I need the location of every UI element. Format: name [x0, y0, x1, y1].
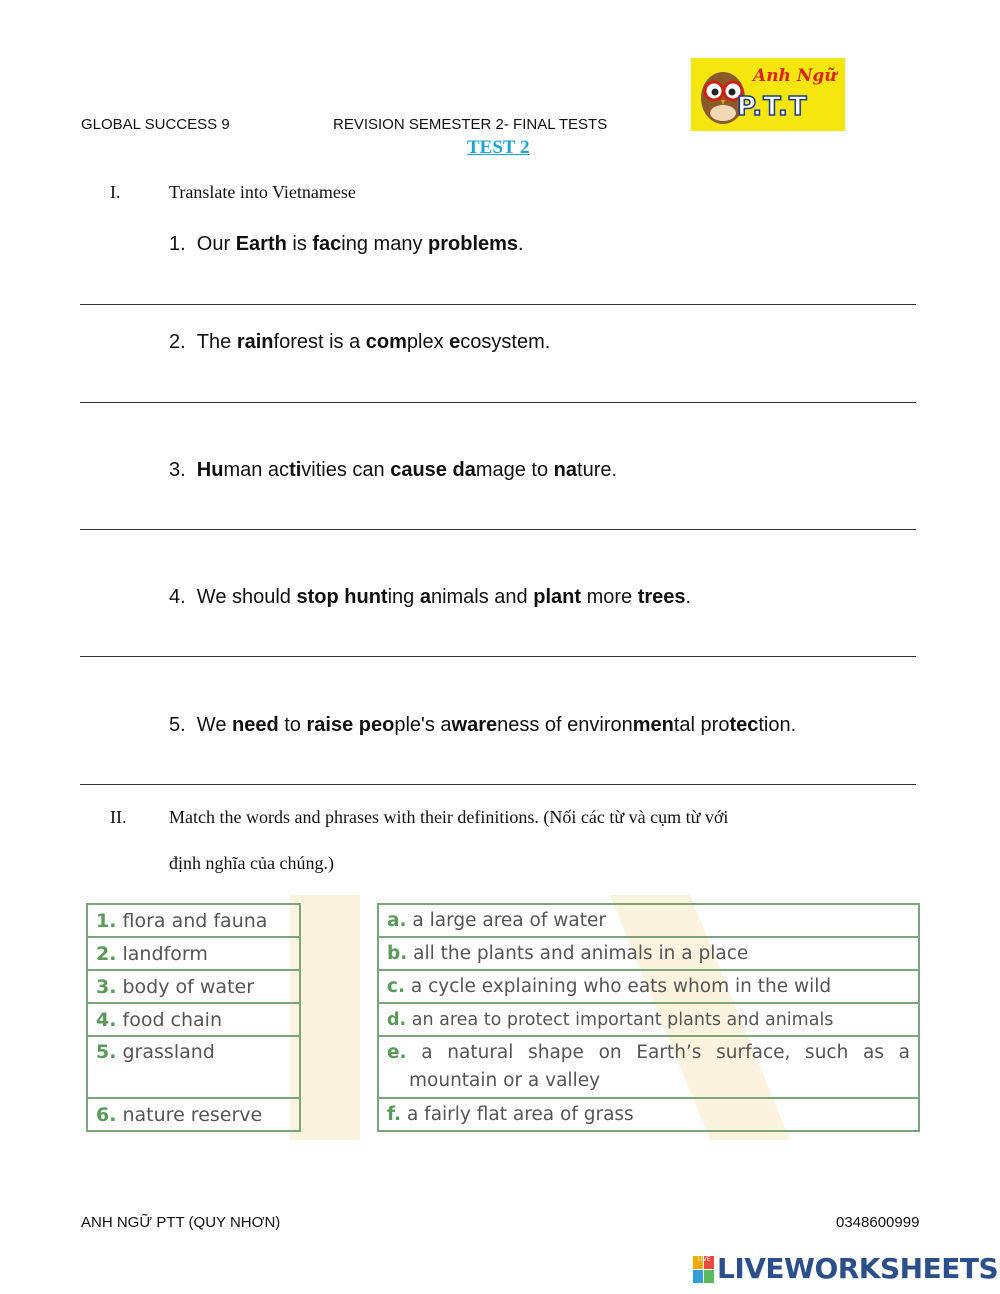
def-text: a fairly flat area of grass	[406, 1104, 634, 1125]
bold-fragment: plant	[533, 586, 582, 608]
word-text: nature reserve	[122, 1103, 263, 1126]
bold-fragment: Earth	[235, 233, 287, 255]
word-num: 2.	[96, 942, 117, 965]
bold-fragment: fac	[312, 233, 342, 255]
header-center: REVISION SEMESTER 2- FINAL TESTS	[333, 116, 608, 133]
text-fragment: ing many	[341, 233, 429, 255]
text-fragment: Our	[196, 233, 236, 255]
text-fragment: mage to	[475, 459, 554, 481]
sentence-3	[169, 459, 617, 482]
bold-fragment: a	[419, 586, 431, 608]
section2-title-line1: Match the words and phrases with their definitions. (Nối các từ và cụm từ với	[169, 807, 729, 827]
definition-row	[378, 937, 919, 970]
word-num: 4.	[96, 1008, 117, 1031]
definition-row	[378, 1098, 919, 1131]
def-text: a cycle explaining who eats whom in the wild	[410, 976, 832, 997]
section1-title: Translate into Vietnamese	[169, 182, 356, 202]
bold-fragment: da	[452, 459, 476, 481]
bold-fragment: e	[449, 331, 461, 353]
text-fragment: The	[196, 331, 237, 353]
logo-line1: Anh Ngữ	[753, 66, 837, 86]
answer-line-4[interactable]	[80, 656, 916, 657]
sentence-5	[169, 714, 796, 737]
text-fragment: ple's a	[394, 714, 452, 736]
sentence-number: 4.	[169, 586, 197, 608]
word-row	[87, 937, 300, 970]
word-text: body of water	[122, 975, 255, 998]
text-fragment: ture.	[577, 459, 618, 481]
text-fragment: man ac	[223, 459, 290, 481]
text-fragment: forest is a	[273, 331, 366, 353]
def-letter: d.	[387, 1009, 407, 1030]
sentence-number: 1.	[169, 233, 197, 255]
bold-fragment: need	[232, 714, 279, 736]
section2-title-line2: định nghĩa của chúng.)	[169, 853, 334, 873]
bold-fragment: ware	[451, 714, 498, 736]
sentence-number: 5.	[169, 714, 197, 736]
definition-row	[378, 904, 919, 937]
def-text: all the plants and animals in a place	[413, 943, 749, 964]
sentence-number: 3.	[169, 459, 197, 481]
def-text: an area to protect important plants and animals	[411, 1009, 834, 1030]
def-letter: c.	[387, 976, 405, 997]
def-letter: f.	[387, 1104, 402, 1125]
bold-fragment: ti	[289, 459, 302, 481]
answer-line-3[interactable]	[80, 529, 916, 530]
def-text: a large area of water	[412, 910, 606, 931]
text-fragment: We should	[196, 586, 297, 608]
definitions-table	[377, 903, 920, 1132]
text-fragment: nimals and	[430, 586, 534, 608]
logo	[691, 58, 845, 131]
text-fragment: cosystem.	[460, 331, 551, 353]
header-left: GLOBAL SUCCESS 9	[81, 116, 230, 133]
text-fragment: .	[685, 586, 692, 608]
answer-line-5[interactable]	[80, 784, 916, 785]
text-fragment: ness of environ	[497, 714, 633, 736]
section1-roman: I.	[110, 182, 121, 202]
footer-phone: 0348600999	[836, 1214, 920, 1231]
word-row	[87, 1036, 300, 1098]
text-fragment: plex	[406, 331, 450, 353]
word-num: 3.	[96, 975, 117, 998]
bold-fragment: tec	[729, 714, 759, 736]
bold-fragment: problems	[428, 233, 519, 255]
answer-line-2[interactable]	[80, 402, 916, 403]
def-letter: b.	[387, 943, 408, 964]
definition-row	[378, 970, 919, 1003]
section2-roman: II.	[110, 807, 127, 827]
footer-left: ANH NGỮ PTT (QUY NHƠN)	[81, 1214, 281, 1231]
text-fragment: tal pro	[673, 714, 730, 736]
text-fragment: ing	[387, 586, 420, 608]
logo-line2: P.T.T	[737, 92, 808, 122]
text-fragment: to	[278, 714, 307, 736]
bold-fragment: com	[365, 331, 407, 353]
word-row	[87, 904, 300, 937]
word-row	[87, 970, 300, 1003]
text-fragment: vities can	[301, 459, 391, 481]
text-fragment: more	[581, 586, 638, 608]
word-num: 6.	[96, 1103, 117, 1126]
word-text: flora and fauna	[122, 909, 268, 932]
bold-fragment: stop	[296, 586, 339, 608]
def-text: a natural shape on Earth’s surface, such as a mountain or a valley	[409, 1042, 910, 1091]
bold-fragment: hunt	[344, 586, 388, 608]
definition-row	[378, 1036, 919, 1098]
bold-fragment: peo	[358, 714, 395, 736]
test-title: TEST 2	[467, 137, 530, 158]
liveworksheets-brand[interactable]: LIVEWORKSHEETS	[717, 1252, 999, 1285]
words-table	[86, 903, 301, 1132]
text-fragment: tion.	[758, 714, 797, 736]
definition-row	[378, 1003, 919, 1036]
text-fragment: We	[196, 714, 232, 736]
sentence-number: 2.	[169, 331, 197, 353]
answer-line-1[interactable]	[80, 304, 916, 305]
bold-fragment: men	[632, 714, 674, 736]
bold-fragment: cause	[390, 459, 447, 481]
word-num: 5.	[96, 1041, 117, 1063]
bold-fragment: raise	[306, 714, 354, 736]
word-num: 1.	[96, 909, 117, 932]
bold-fragment: rain	[236, 331, 274, 353]
liveworksheets-icon	[693, 1256, 715, 1284]
sentence-1	[169, 233, 524, 256]
bold-fragment: Hu	[196, 459, 224, 481]
def-letter: a.	[387, 910, 407, 931]
word-row	[87, 1098, 300, 1131]
bold-fragment: trees	[637, 586, 686, 608]
sentence-2	[169, 331, 550, 354]
sentence-4	[169, 586, 691, 609]
def-letter: e.	[387, 1042, 407, 1063]
word-text: food chain	[122, 1008, 222, 1031]
brand-icon-text: LIVE	[697, 1256, 711, 1263]
text-fragment: is	[286, 233, 313, 255]
word-text: landform	[122, 942, 208, 965]
word-text: grassland	[122, 1041, 215, 1063]
bold-fragment: na	[553, 459, 578, 481]
text-fragment: .	[518, 233, 524, 255]
word-row	[87, 1003, 300, 1036]
